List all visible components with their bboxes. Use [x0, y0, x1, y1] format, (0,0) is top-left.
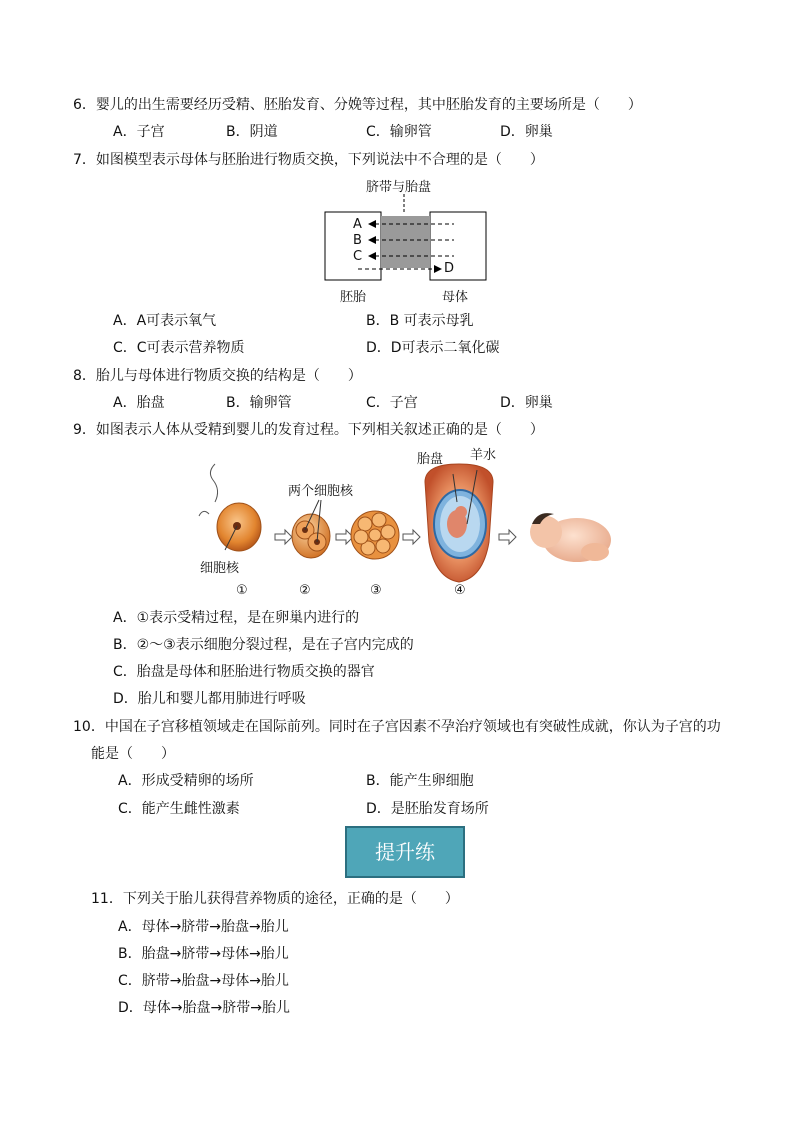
q9-stage-1: ①: [236, 583, 248, 598]
q9-development-diagram: [195, 442, 615, 602]
q6-option-b: B．阴道: [226, 124, 278, 140]
q6-option-c: C．输卵管: [366, 124, 432, 140]
q11-option-c: C．脐带→胎盘→母体→胎儿: [118, 973, 289, 989]
q7-stem: 7．如图模型表示母体与胚胎进行物质交换，下列说法中不合理的是（ ）: [73, 152, 544, 168]
q7-option-a: A．A可表示氧气: [113, 313, 217, 329]
q7-letter-b: B: [353, 233, 362, 248]
q7-label-mother: 母体: [442, 290, 469, 305]
q9-stem: 9．如图表示人体从受精到婴儿的发育过程。下列相关叙述正确的是（ ）: [73, 422, 544, 438]
q9-label-two-nuclei: 两个细胞核: [288, 484, 354, 499]
q8-option-a: A．胎盘: [113, 395, 165, 411]
baby-image: [530, 513, 611, 562]
section-heading: 提升练: [345, 826, 465, 878]
q7-option-c: C．C可表示营养物质: [113, 340, 245, 356]
q11-option-d: D．母体→胎盘→脐带→胎儿: [118, 1000, 290, 1016]
q11-option-a: A．母体→脐带→胎盘→胎儿: [118, 919, 289, 935]
q11-stem: 11．下列关于胎儿获得营养物质的途径，正确的是（ ）: [91, 891, 459, 907]
q10-option-b: B．能产生卵细胞: [366, 773, 474, 789]
q10-option-a: A．形成受精卵的场所: [118, 773, 254, 789]
q7-figure-title: 脐带与胎盘: [366, 180, 432, 195]
q6-stem: 6．婴儿的出生需要经历受精、胚胎发育、分娩等过程，其中胚胎发育的主要场所是（ ）: [73, 97, 642, 113]
q9-label-nucleus: 细胞核: [200, 561, 240, 576]
q10-stem-line2: 能是（ ）: [91, 746, 175, 762]
q7-letter-d: D: [444, 261, 455, 276]
stage2-two-cells: [292, 500, 330, 558]
q7-label-embryo: 胚胎: [340, 290, 367, 305]
q9-label-placenta: 胎盘: [417, 452, 444, 467]
stage1-egg: [199, 464, 261, 551]
q7-letter-c: C: [353, 249, 363, 264]
q10-stem-line1: 10．中国在子宫移植领域走在国际前列。同时在子宫因素不孕治疗领域也有突破性成就，你认为子宫的功: [73, 719, 721, 735]
q6-option-a: A．子宫: [113, 124, 165, 140]
q10-option-d: D．是胚胎发育场所: [366, 801, 489, 817]
q8-option-c: C．子宫: [366, 395, 418, 411]
q9-option-d: D．胎儿和婴儿都用肺进行呼吸: [113, 691, 306, 707]
q9-stage-2: ②: [299, 583, 311, 598]
q6-option-d: D．卵巢: [500, 124, 553, 140]
q9-option-a: A．①表示受精过程，是在卵巢内进行的: [113, 610, 360, 626]
q7-option-d: D．D可表示二氧化碳: [366, 340, 500, 356]
q11-option-b: B．胎盘→脐带→母体→胎儿: [118, 946, 289, 962]
q7-option-b: B．B 可表示母乳: [366, 313, 474, 329]
stage3-morula: [351, 511, 399, 559]
q9-figure: [195, 442, 615, 602]
q8-option-d: D．卵巢: [500, 395, 553, 411]
q8-option-b: B．输卵管: [226, 395, 292, 411]
q9-stage-4: ④: [454, 583, 466, 598]
q7-letter-a: A: [353, 217, 362, 232]
stage4-uterus: [425, 464, 493, 582]
q10-option-c: C．能产生雌性激素: [118, 801, 240, 817]
q7-figure: [318, 172, 498, 307]
q8-stem: 8．胎儿与母体进行物质交换的结构是（ ）: [73, 368, 362, 384]
q9-stage-3: ③: [370, 583, 382, 598]
q9-option-b: B．②～③表示细胞分裂过程，是在子宫内完成的: [113, 637, 414, 653]
q9-label-amniotic: 羊水: [470, 448, 497, 463]
q9-option-c: C．胎盘是母体和胚胎进行物质交换的器官: [113, 664, 375, 680]
